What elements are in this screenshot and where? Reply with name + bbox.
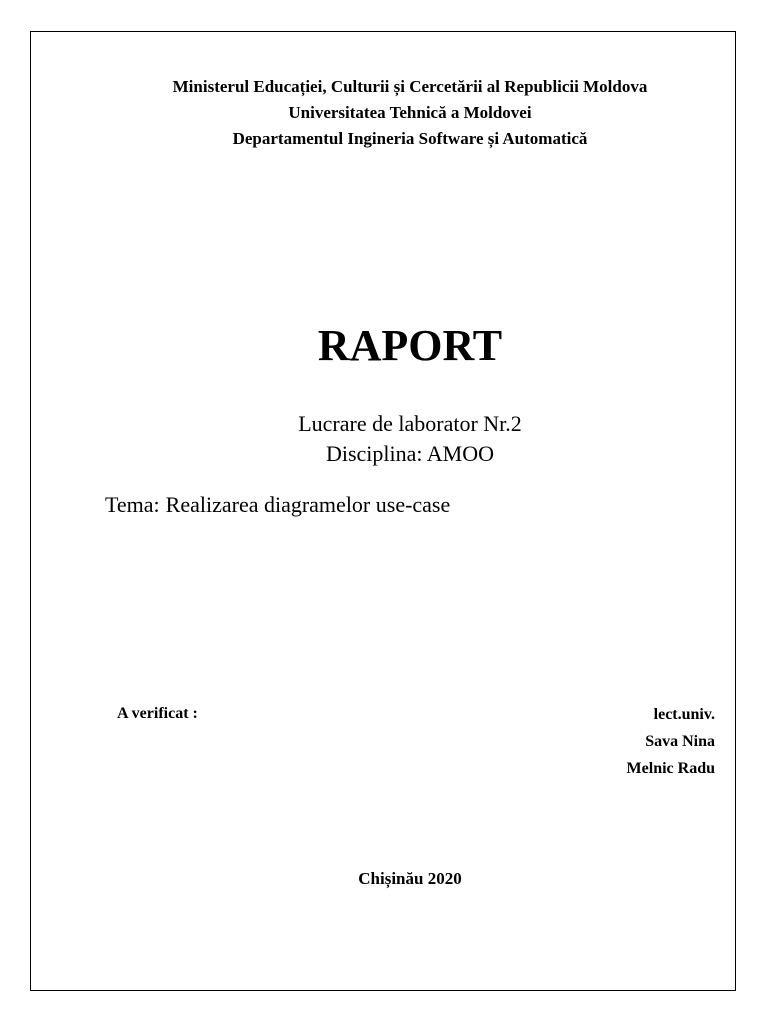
signers-block	[627, 701, 715, 782]
report-title: RAPORT	[317, 321, 503, 370]
verifier-label: A verificat :	[117, 705, 198, 722]
student-name: Melnic Radu	[626, 760, 715, 777]
teacher-title: lect.univ.	[653, 706, 715, 723]
ministry-name: Ministerul Educației, Culturii și Cercetării al Republicii Moldova	[172, 77, 648, 96]
theme-label: Tema:	[105, 492, 160, 517]
discipline-name: Disciplina: AMOO	[325, 441, 495, 466]
theme-text: Realizarea diagramelor use-case	[165, 492, 451, 517]
department-name: Departamentul Ingineria Software și Automatică	[232, 129, 588, 148]
theme-line	[105, 490, 450, 520]
lab-info	[0, 409, 768, 469]
institution-header	[0, 74, 768, 152]
teacher-name: Sava Nina	[645, 733, 715, 750]
university-name: Universitatea Tehnică a Moldovei	[288, 103, 532, 122]
lab-work-number: Lucrare de laborator Nr.2	[298, 411, 522, 436]
place-year: Chișinău 2020	[358, 869, 462, 888]
